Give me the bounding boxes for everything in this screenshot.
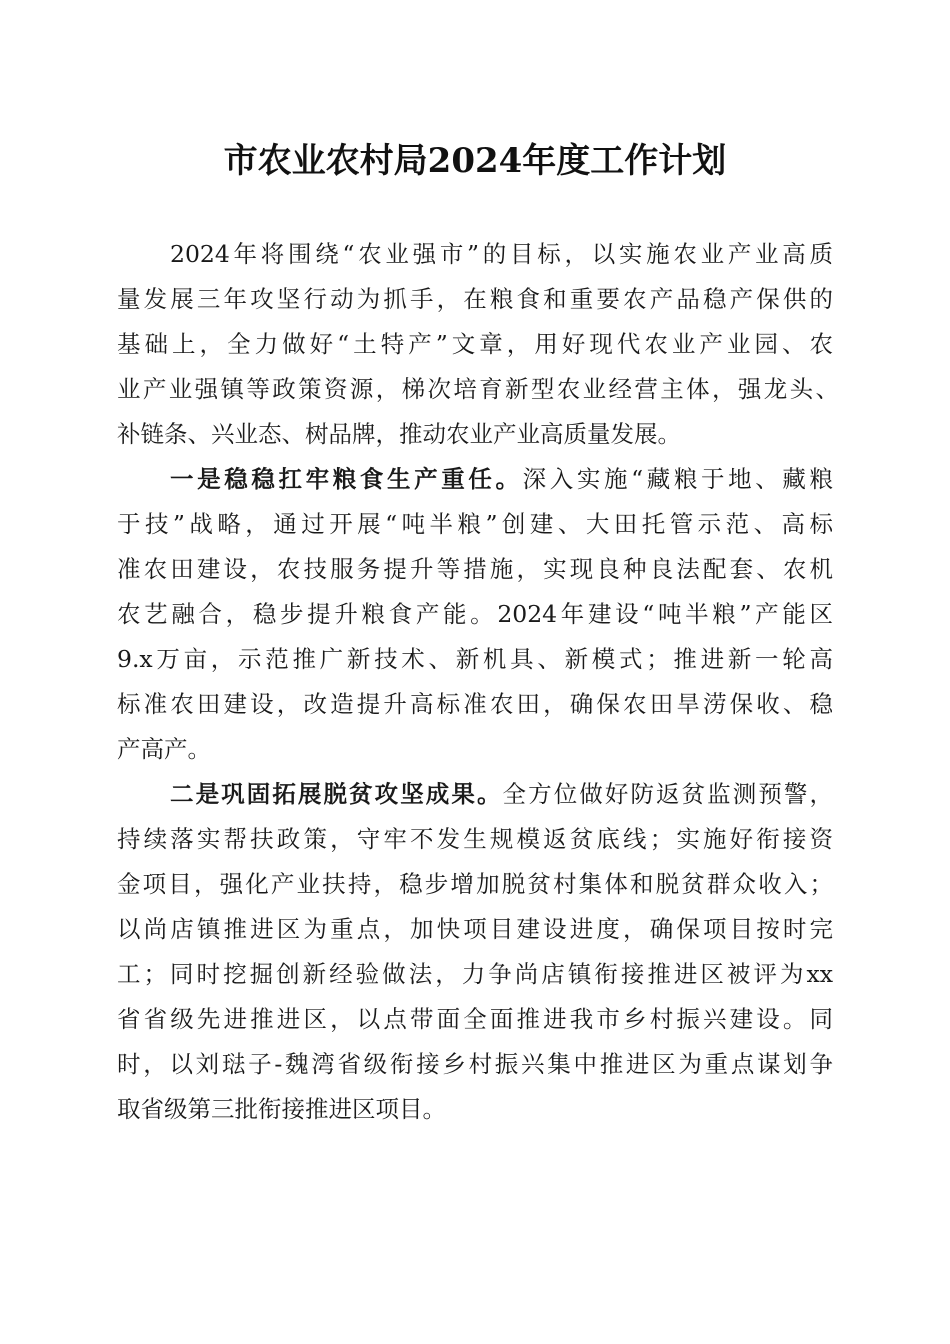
intro-line: 基础上，全力做好“土特产”文章，用好现代农业产业园、农 xyxy=(117,330,833,358)
section2-line: 持续落实帮扶政策，守牢不发生规模返贫底线；实施好衔接资 xyxy=(117,825,833,853)
section1-line: 标准农田建设，改造提升高标准农田，确保农田旱涝保收、稳 xyxy=(117,690,833,718)
section2-line: 时，以刘琺子-魏湾省级衔接乡村振兴集中推进区为重点谋划争 xyxy=(117,1050,833,1078)
intro-line: 补链条、兴业态、树品牌，推动农业产业高质量发展。 xyxy=(117,420,681,448)
section1-line: 产高产。 xyxy=(117,735,211,763)
section2-first-line-rest: 全方位做好防返贫监测预警， xyxy=(502,780,834,808)
section1-line: 准农田建设，农技服务提升等措施，实现良种良法配套、农机 xyxy=(117,555,833,583)
intro-line: 量发展三年攻坚行动为抓手，在粮食和重要农产品稳产保供的 xyxy=(117,285,833,313)
intro-line: 业产业强镇等政策资源，梯次培育新型农业经营主体，强龙头、 xyxy=(117,375,839,403)
document-title: 市农业农村局2024年度工作计划 xyxy=(223,141,727,181)
section1-first-line xyxy=(170,461,833,497)
section2-heading: 二是巩固拓展脱贫攻坚成果。 xyxy=(170,780,503,808)
section1-line: 农艺融合，稳步提升粮食产能。2024年建设“吨半粮”产能区 xyxy=(117,600,833,628)
intro-line: 2024年将围绕“农业强市”的目标，以实施农业产业高质 xyxy=(170,240,833,268)
section2-line: 取省级第三批衔接推进区项目。 xyxy=(117,1095,446,1123)
section2-first-line xyxy=(170,776,833,812)
section2-line: 工；同时挖掘创新经验做法，力争尚店镇衔接推进区被评为xx xyxy=(117,960,833,988)
section2-line: 以尚店镇推进区为重点，加快项目建设进度，确保项目按时完 xyxy=(117,915,833,943)
section1-line: 9.x万亩，示范推广新技术、新机具、新模式；推进新一轮高 xyxy=(117,645,833,673)
section1-heading: 一是稳稳扛牢粮食生产重任。 xyxy=(170,465,523,493)
section2-line: 金项目，强化产业扶持，稳步增加脱贫村集体和脱贫群众收入； xyxy=(117,870,833,898)
section1-line: 于技”战略，通过开展“吨半粮”创建、大田托管示范、高标 xyxy=(117,510,833,538)
section1-first-line-rest: 深入实施“藏粮于地、藏粮 xyxy=(522,465,834,493)
section2-line: 省省级先进推进区，以点带面全面推进我市乡村振兴建设。同 xyxy=(117,1005,833,1033)
